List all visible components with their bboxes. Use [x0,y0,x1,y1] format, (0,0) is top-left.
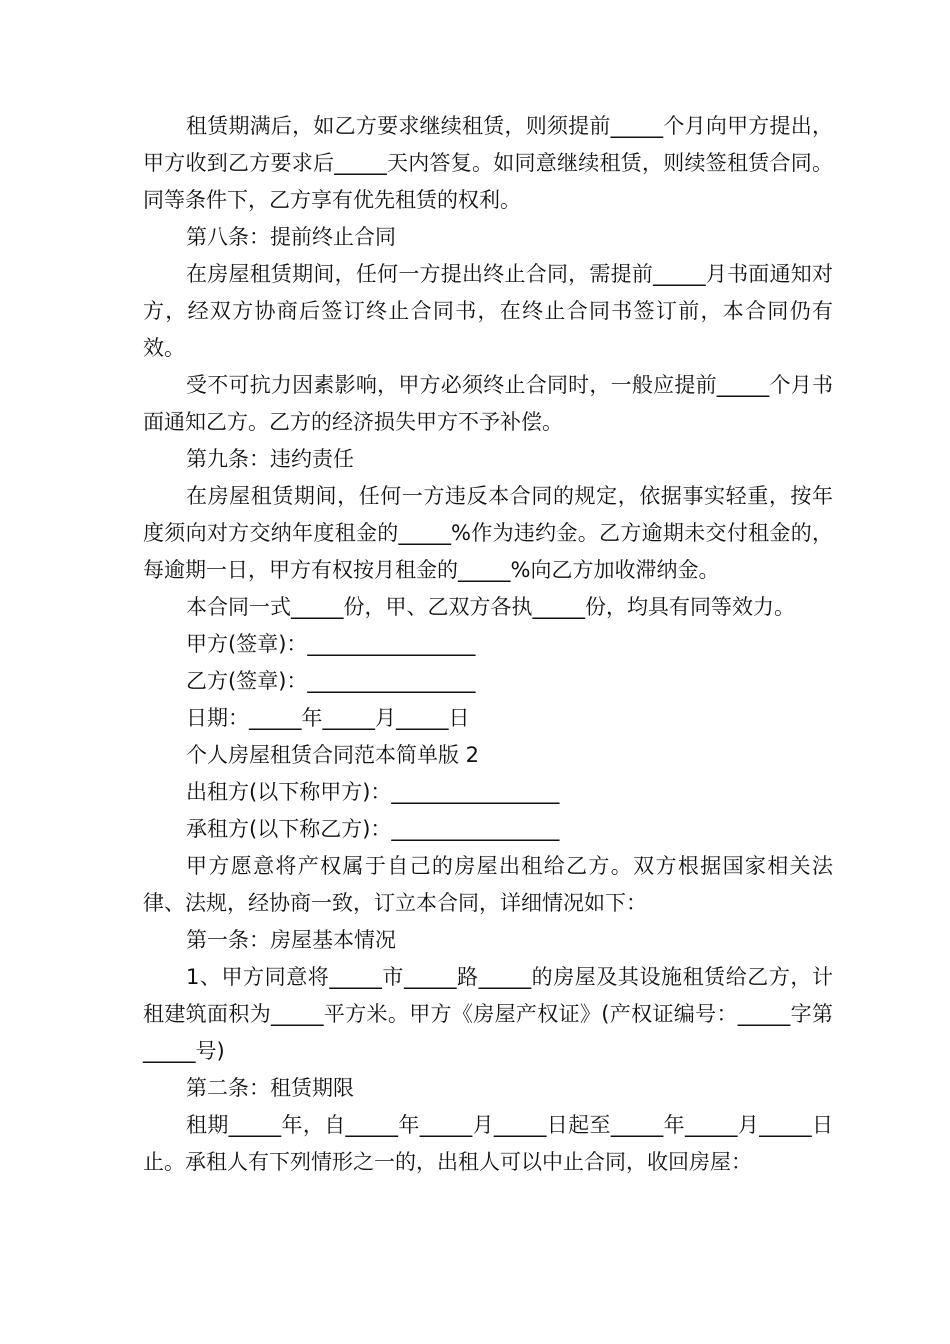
contract-body [143,108,833,1181]
paragraph-force-majeure: 受不可抗力因素影响，甲方必须终止合同时，一般应提前_____个月书面通知乙方。乙方的经济损失甲方不予补偿。 [143,373,833,434]
heading-article-8: 第八条：提前终止合同 [186,225,396,249]
paragraph-lease-term: 租期_____年，自_____年_____月_____日起至_____年_____月_____日止。承租人有下列情形之一的，出租人可以中止合同，收回房屋： [143,1113,833,1174]
lessee-line: 承租方(以下称乙方)：________________ [186,817,560,841]
signature-party-b: 乙方(签章)：________________ [186,669,476,693]
paragraph-early-termination: 在房屋租赁期间，任何一方提出终止合同，需提前_____月书面通知对方，经双方协商后签订终止合同书，在终止合同书签订前，本合同仍有效。 [143,262,833,360]
heading-article-1: 第一条：房屋基本情况 [186,928,396,952]
paragraph-renewal: 租赁期满后，如乙方要求继续租赁，则须提前_____个月向甲方提出，甲方收到乙方要求后_____天内答复。如同意继续租赁，则续签租赁合同。同等条件下，乙方享有优先租赁的权利。 [143,114,833,212]
lessor-line: 出租方(以下称甲方)：________________ [186,780,560,804]
heading-article-9: 第九条：违约责任 [186,447,354,471]
signature-party-a: 甲方(签章)：________________ [186,632,476,656]
paragraph-copies: 本合同一式_____份，甲、乙双方各执_____份，均具有同等效力。 [186,595,795,619]
paragraph-liability: 在房屋租赁期间，任何一方违反本合同的规定，依据事实轻重，按年度须向对方交纳年度租金的_____%作为违约金。乙方逾期未交付租金的，每逾期一日，甲方有权按月租金的_____%向乙方加收滞纳金。 [143,484,833,582]
heading-article-2: 第二条：租赁期限 [186,1076,354,1100]
paragraph-property-info: 1、甲方同意将_____市_____路_____的房屋及其设施租赁给乙方，计租建筑面积为_____平方米。甲方《房屋产权证》(产权证编号：_____字第_____号) [143,965,833,1063]
section-title: 个人房屋租赁合同范本简单版 2 [186,743,480,767]
paragraph-preamble: 甲方愿意将产权属于自己的房屋出租给乙方。双方根据国家相关法律、法规，经协商一致，订立本合同，详细情况如下： [143,854,833,915]
date-line: 日期：_____年_____月_____日 [186,706,470,730]
